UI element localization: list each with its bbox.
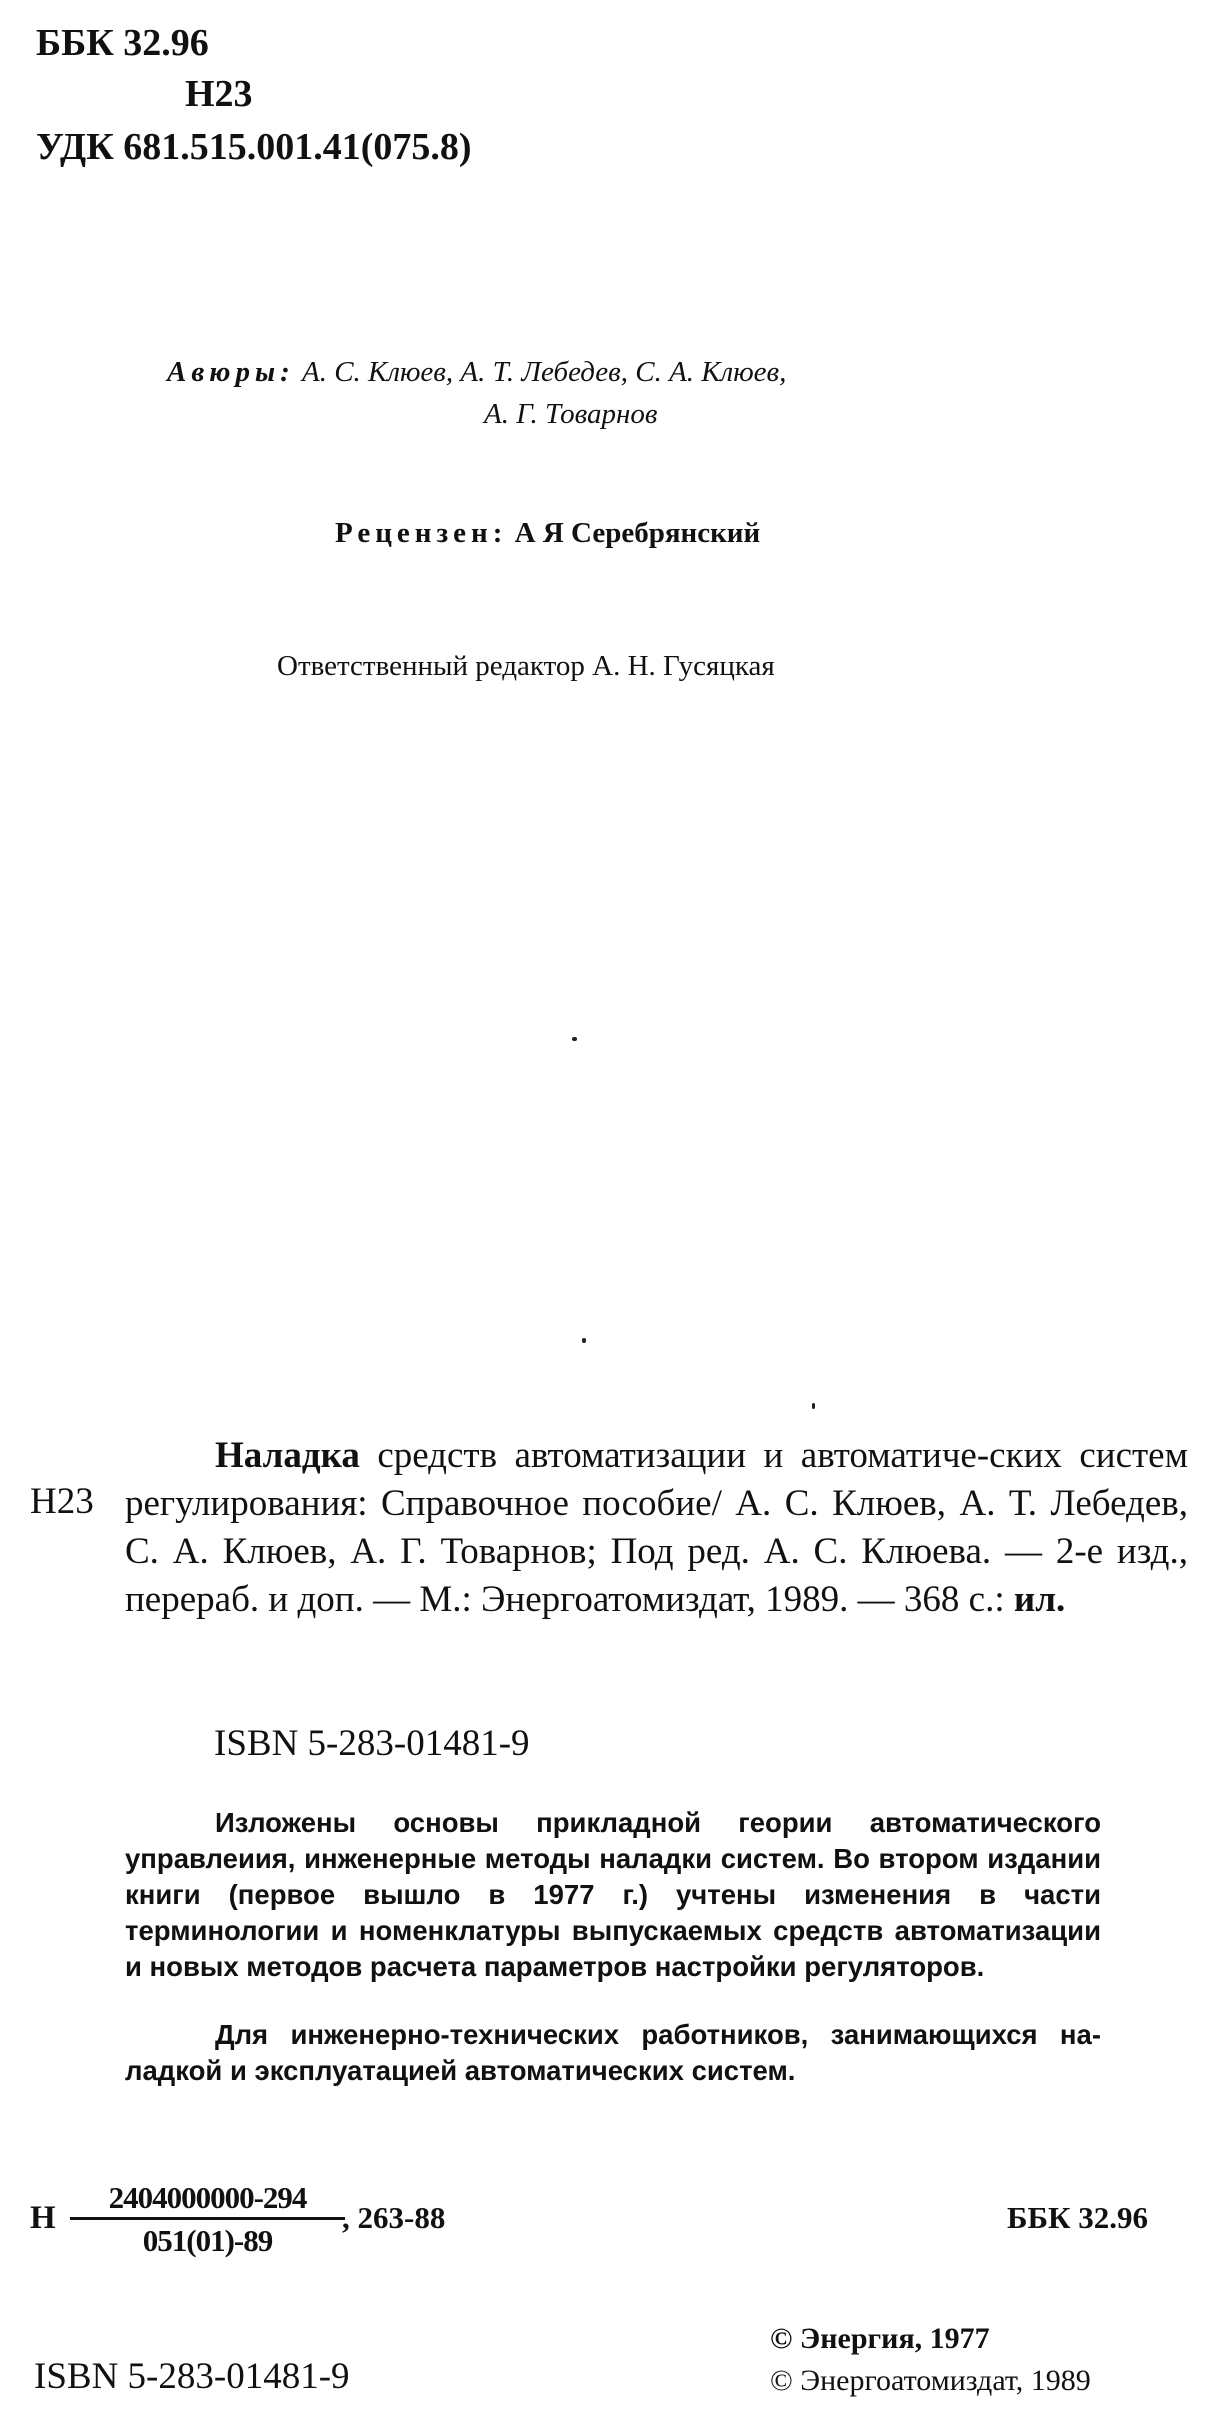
copyright-energoatomizdat: © Энергоатомиздат, 1989 bbox=[770, 2364, 1091, 2397]
catalog-entry bbox=[125, 1432, 1188, 1624]
catalog-title-bold: Наладка bbox=[215, 1435, 360, 1476]
catalog-ill: ил. bbox=[1013, 1579, 1066, 1620]
authors-label: Авюры: bbox=[167, 356, 295, 388]
author-mark: Н23 bbox=[185, 73, 253, 115]
bbk-bottom: ББК 32.96 bbox=[1007, 2200, 1148, 2235]
authors-names-cont: А. Г. Товарнов bbox=[484, 398, 658, 430]
catalog-description: средств автоматизации и автоматиче-ских систем регулирования: Справочное пособие/ А. С. Клюев, А. Т. Лебедев, С. А. Клюев, А. Г. Товарнов; Под ред. А. С. Клюева. — 2-е изд., перераб. и доп. — М.: Энергоатомиздат, 1989. — 368 с.: bbox=[125, 1435, 1189, 1620]
reviewer-name: А Я Серебрянский bbox=[514, 517, 761, 549]
print-speck bbox=[582, 1338, 586, 1343]
price-numerator: 2404000000-294 bbox=[108, 2180, 307, 2215]
udk-code: УДК 681.515.001.41(075.8) bbox=[36, 126, 472, 168]
authors-names: А. С. Клюев, А. Т. Лебедев, С. А. Клюев, bbox=[302, 356, 787, 388]
reviewer-line bbox=[335, 517, 760, 550]
price-denominator: 051(01)-89 bbox=[142, 2223, 273, 2258]
price-code bbox=[30, 2180, 450, 2260]
fraction-bar bbox=[70, 2217, 345, 2220]
print-speck bbox=[812, 1403, 815, 1409]
print-speck bbox=[572, 1037, 577, 1041]
copyright-energiya: © Энергия, 1977 bbox=[770, 2322, 990, 2355]
catalog-code: Н23 bbox=[30, 1481, 94, 1522]
price-letter: Н bbox=[30, 2200, 56, 2236]
isbn-main: ISBN 5-283-01481-9 bbox=[214, 1723, 530, 1764]
authors-line bbox=[167, 356, 786, 389]
reviewer-label: Рецензен: bbox=[335, 517, 508, 549]
price-tail: , 263-88 bbox=[342, 2200, 446, 2235]
annotation-paragraph: Изложены основы прикладной геории автоматического управлеиия, инженерные методы наладки систем. Во втором издании книги (первое вышло в 1977 г.) учтены изменения в части терминологии и номенклатуры выпускаемых средств автоматизации и новых методов расчета параметров настройки регуляторов. bbox=[125, 1807, 1101, 1982]
price-fraction bbox=[70, 2180, 345, 2260]
responsible-editor: Ответственный редактор А. Н. Гусяцкая bbox=[277, 650, 775, 682]
annotation-audience: Для инженерно-технических работников, занимающихся на-ладкой и эксплуатацией автоматических систем. bbox=[125, 2019, 1101, 2086]
isbn-bottom: ISBN 5-283-01481-9 bbox=[34, 2356, 350, 2397]
bbk-code: ББК 32.96 bbox=[36, 22, 209, 64]
